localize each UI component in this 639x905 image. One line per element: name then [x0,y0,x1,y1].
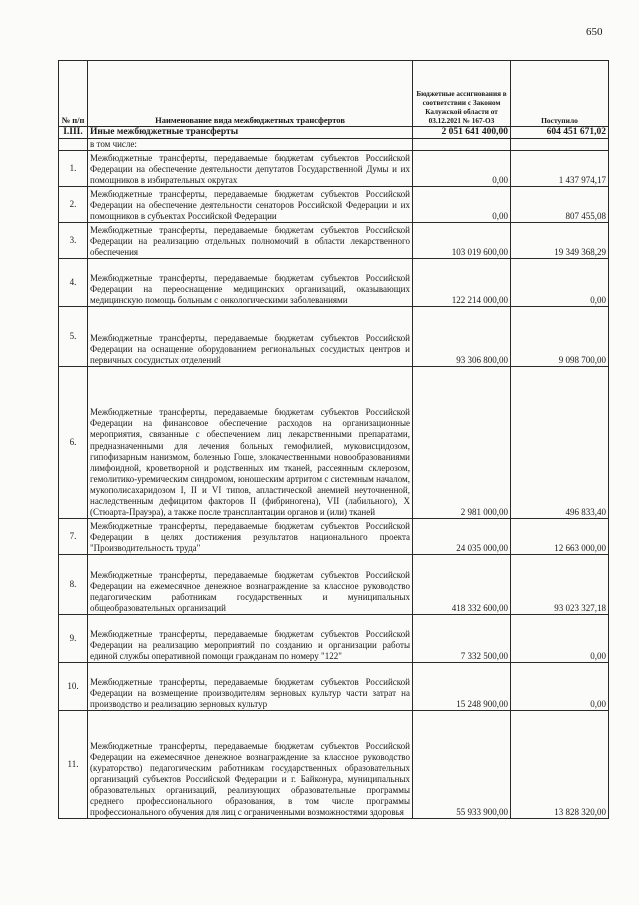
row-number: 5. [59,307,88,367]
row-budget: 0,00 [413,187,511,223]
row-number: 1. [59,151,88,187]
header-budget: Бюджетные ассигнования в соответствии с Законом Калужской области от 03.12.2021 № 167-ОЗ [413,61,511,127]
row-budget: 2 981 000,00 [413,367,511,519]
header-received: Поступило [511,61,609,127]
row-number: 11. [59,711,88,819]
transfers-table [58,60,609,819]
subheading-row [59,139,609,151]
row-budget: 15 248 900,00 [413,663,511,711]
row-description: Межбюджетные трансферты, передаваемые бюджетам субъектов Российской Федерации на оснащение оборудованием региональных сосудистых центров и первичных сосудистых отделений [88,307,413,367]
row-budget: 7 332 500,00 [413,615,511,663]
table-row [59,151,609,187]
row-received: 0,00 [511,663,609,711]
row-number: 7. [59,519,88,555]
subheading-empty-cell [511,139,609,151]
row-description: Межбюджетные трансферты, передаваемые бюджетам субъектов Российской Федерации в целях достижения результатов национального проекта "Производительность труда" [88,519,413,555]
row-description: Межбюджетные трансферты, передаваемые бюджетам субъектов Российской Федерации на реализацию мероприятий по созданию и организации работы единой службы оперативной помощи гражданам по номеру "122" [88,615,413,663]
row-number: 4. [59,259,88,307]
row-budget: 0,00 [413,151,511,187]
table-row [59,187,609,223]
row-number: 3. [59,223,88,259]
row-received: 0,00 [511,615,609,663]
row-received: 12 663 000,00 [511,519,609,555]
page-number: 650 [586,26,603,38]
row-description: Межбюджетные трансферты, передаваемые бюджетам субъектов Российской Федерации на финансовое обеспечение расходов на организационные мероприятия, связанные с обеспечением лиц лекарственными препаратами, предназначенными для лечения больных гемофилией, муковисцидозом, гипофизарным нанизмом, болезнью Гоше, злокачественными новообразованиями лимфоидной, кроветворной и родственных им тканей, рассеянным склерозом, гемолитико-уремическим синдромом, юношеским артритом с системным началом, мукополисахаридозом I, II и VI типов, апластической анемией неуточненной, наследственным дефицитом факторов II (фибриногена), VII (лабильного), X (Стюарта-Прауэра), а также после трансплантации органов и (или) тканей [88,367,413,519]
row-budget: 24 035 000,00 [413,519,511,555]
table-row [59,259,609,307]
row-received: 807 455,08 [511,187,609,223]
subheading-empty-cell [413,139,511,151]
row-number: 8. [59,555,88,615]
section-title: Иные межбюджетные трансферты [88,127,413,139]
header-name: Наименование вида межбюджетных трансфертов [88,61,413,127]
row-description: Межбюджетные трансферты, передаваемые бюджетам субъектов Российской Федерации на обеспечение деятельности сенаторов Российской Федерации и их помощников в субъектах Российской Федерации [88,187,413,223]
row-budget: 122 214 000,00 [413,259,511,307]
row-description: Межбюджетные трансферты, передаваемые бюджетам субъектов Российской Федерации на ежемесячное денежное вознаграждение за классное руководство (кураторство) педагогическим работникам государственных образовательных организаций субъектов Российской Федерации и г. Байконура, муниципальных образовательных организаций, реализующих образовательные программы среднего профессионального образования, в том числе программы профессионального обучения для лиц с ограниченными возможностями здоровья [88,711,413,819]
row-number: 10. [59,663,88,711]
row-description: Межбюджетные трансферты, передаваемые бюджетам субъектов Российской Федерации на ежемесячное денежное вознаграждение за классное руководство педагогическим работникам государственных и муниципальных общеобразовательных организаций [88,555,413,615]
row-received: 19 349 368,29 [511,223,609,259]
row-description: Межбюджетные трансферты, передаваемые бюджетам субъектов Российской Федерации на обеспечение деятельности депутатов Государственной Думы и их помощников в избирательных округах [88,151,413,187]
table-row [59,307,609,367]
row-budget: 103 019 600,00 [413,223,511,259]
row-budget: 55 933 900,00 [413,711,511,819]
table-header-row [59,61,609,127]
subheading-empty-cell [59,139,88,151]
row-budget: 93 306 800,00 [413,307,511,367]
section-row [59,127,609,139]
row-received: 9 098 700,00 [511,307,609,367]
row-received: 1 437 974,17 [511,151,609,187]
table-row [59,519,609,555]
row-description: Межбюджетные трансферты, передаваемые бюджетам субъектов Российской Федерации на переоснащение медицинских организаций, оказывающих медицинскую помощь больным с онкологическими заболеваниями [88,259,413,307]
header-number: № п/п [59,61,88,127]
section-budget: 2 051 641 400,00 [413,127,511,139]
table-row [59,615,609,663]
subheading-label: в том числе: [88,139,413,151]
table-row [59,367,609,519]
row-number: 2. [59,187,88,223]
table-row [59,711,609,819]
row-number: 9. [59,615,88,663]
section-number: I.III. [59,127,88,139]
row-description: Межбюджетные трансферты, передаваемые бюджетам субъектов Российской Федерации на возмещение производителям зерновых культур части затрат на производство и реализацию зерновых культур [88,663,413,711]
row-number: 6. [59,367,88,519]
table-row [59,663,609,711]
row-received: 93 023 327,18 [511,555,609,615]
row-received: 0,00 [511,259,609,307]
section-received: 604 451 671,02 [511,127,609,139]
table-row [59,223,609,259]
row-received: 496 833,40 [511,367,609,519]
table-row [59,555,609,615]
row-budget: 418 332 600,00 [413,555,511,615]
row-description: Межбюджетные трансферты, передаваемые бюджетам субъектов Российской Федерации на реализацию отдельных полномочий в области лекарственного обеспечения [88,223,413,259]
row-received: 13 828 320,00 [511,711,609,819]
